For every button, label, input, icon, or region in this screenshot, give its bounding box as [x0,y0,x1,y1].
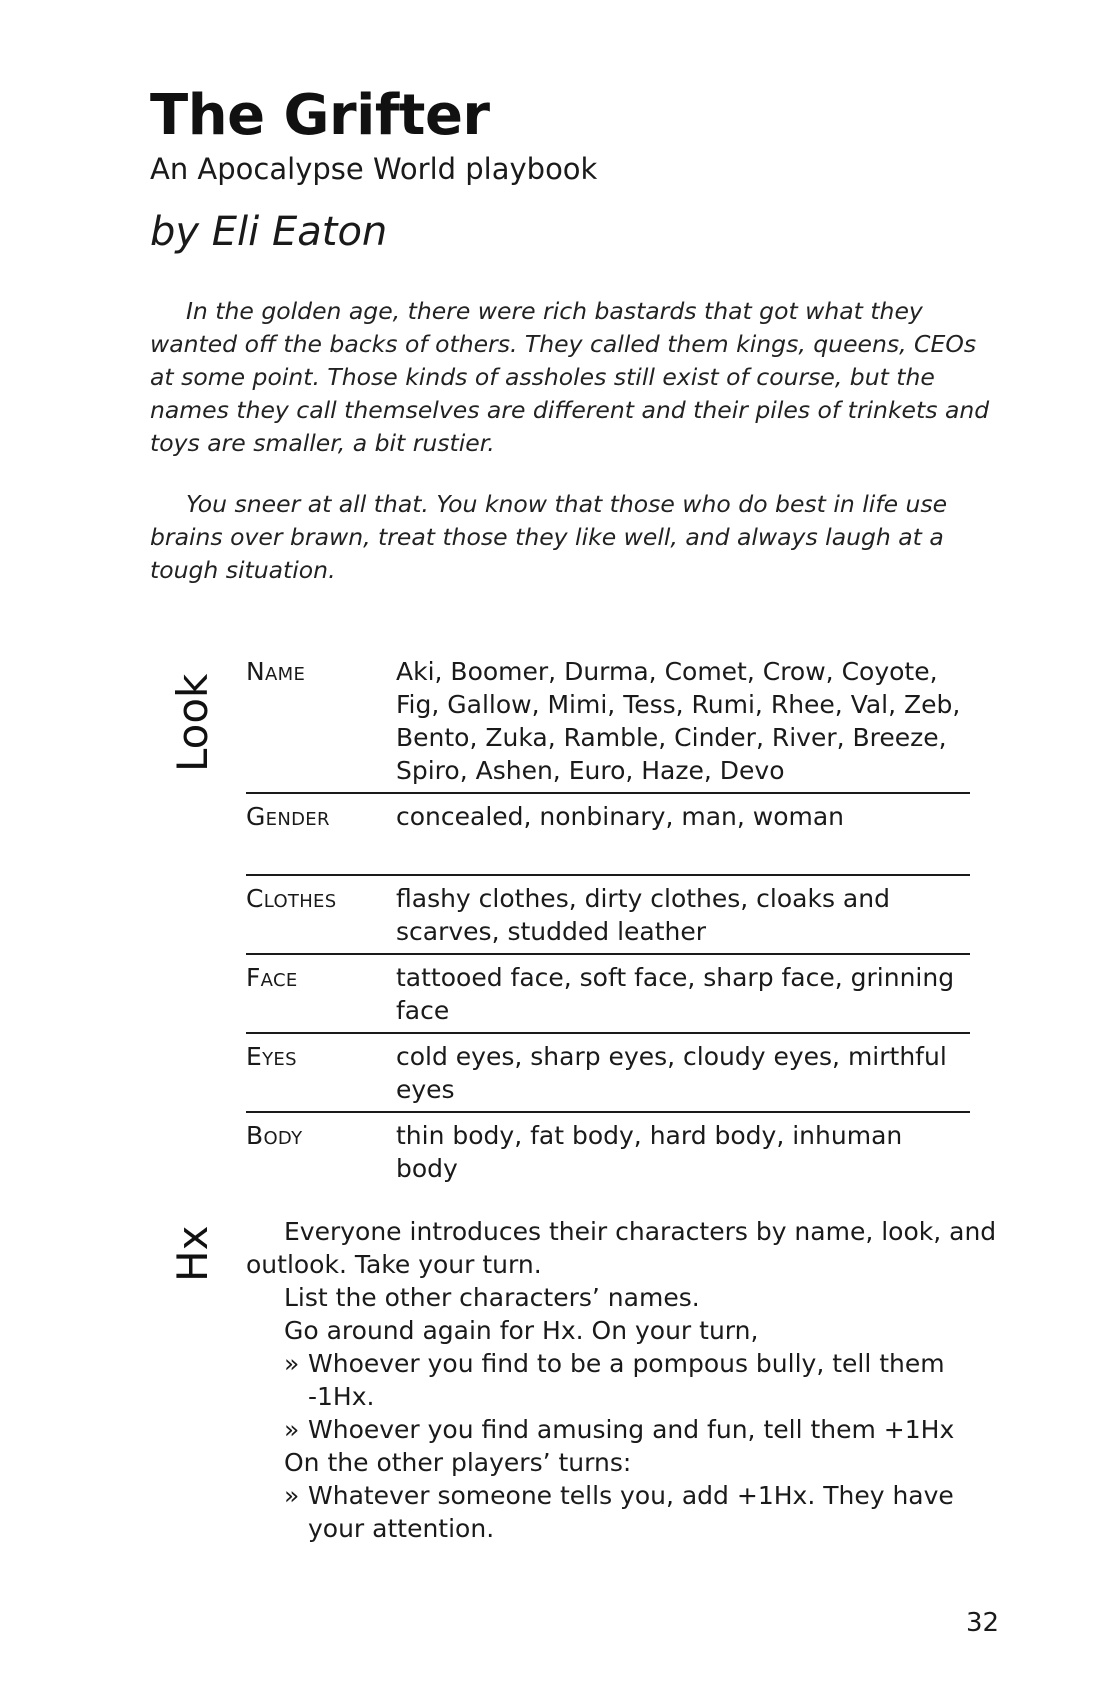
page-subtitle: An Apocalypse World playbook [150,152,598,186]
look-row-name [246,655,970,793]
look-row-gender [246,793,970,875]
bullet-marker: » [284,1415,300,1444]
look-table [246,655,970,1185]
look-label: Body [246,1121,303,1150]
hx-turn-item-text: Whoever you find to be a pompous bully, tell them -1Hx. [308,1349,945,1411]
bullet-marker: » [284,1481,300,1510]
hx-list-names: List the other characters’ names. [284,1283,700,1312]
page-title: The Grifter [150,83,490,148]
hx-others-item [246,1479,1006,1545]
look-value: tattooed face, soft face, sharp face, grinning face [396,954,970,1033]
look-section-label: Look [168,673,217,772]
look-label: Name [246,655,396,793]
look-row-body [246,1112,970,1185]
look-value: cold eyes, sharp eyes, cloudy eyes, mirthful eyes [396,1033,970,1112]
hx-intro: Everyone introduces their characters by name, look, and outlook. Take your turn. [246,1217,997,1279]
look-value: thin body, fat body, hard body, inhuman body [396,1121,903,1183]
look-row-face [246,954,970,1033]
hx-turn-item [246,1347,1006,1413]
look-value: concealed, nonbinary, man, woman [396,793,970,875]
look-label: Gender [246,793,396,875]
look-value: flashy clothes, dirty clothes, cloaks and scarves, studded leather [396,875,970,954]
look-value: Aki, Boomer, Durma, Comet, Crow, Coyote, Fig, Gallow, Mimi, Tess, Rumi, Rhee, Val, Zeb, Bento, Zuka, Ramble, Cinder, River, Breeze, Spiro, Ashen, Euro, Haze, Devo [396,655,970,793]
look-row-clothes [246,875,970,954]
look-label: Face [246,954,396,1033]
hx-section-label: Hx [168,1225,217,1282]
hx-turn-item [246,1413,1006,1446]
intro-paragraph-1: In the golden age, there were rich bastards that got what they wanted off the backs of others. They called them kings, queens, CEOs at some point. Those kinds of assholes still exist of course, but the names they call themselves are different and their piles of trinkets and toys are smaller, a bit rustier. [150,297,990,457]
look-row-eyes [246,1033,970,1112]
look-label: Clothes [246,875,396,954]
author-byline: by Eli Eaton [150,209,388,255]
bullet-marker: » [284,1349,300,1378]
hx-go-around: Go around again for Hx. On your turn, [284,1316,759,1345]
hx-others-item-text: Whatever someone tells you, add +1Hx. They have your attention. [308,1481,954,1543]
page-number: 32 [966,1608,1000,1638]
hx-turn-item-text: Whoever you find amusing and fun, tell them +1Hx [308,1415,955,1444]
hx-others-turns: On the other players’ turns: [284,1448,632,1477]
hx-instructions [246,1215,1006,1545]
look-label: Eyes [246,1033,396,1112]
intro-paragraph-2: You sneer at all that. You know that those who do best in life use brains over brawn, treat those they like well, and always laugh at a tough situation. [150,490,948,584]
